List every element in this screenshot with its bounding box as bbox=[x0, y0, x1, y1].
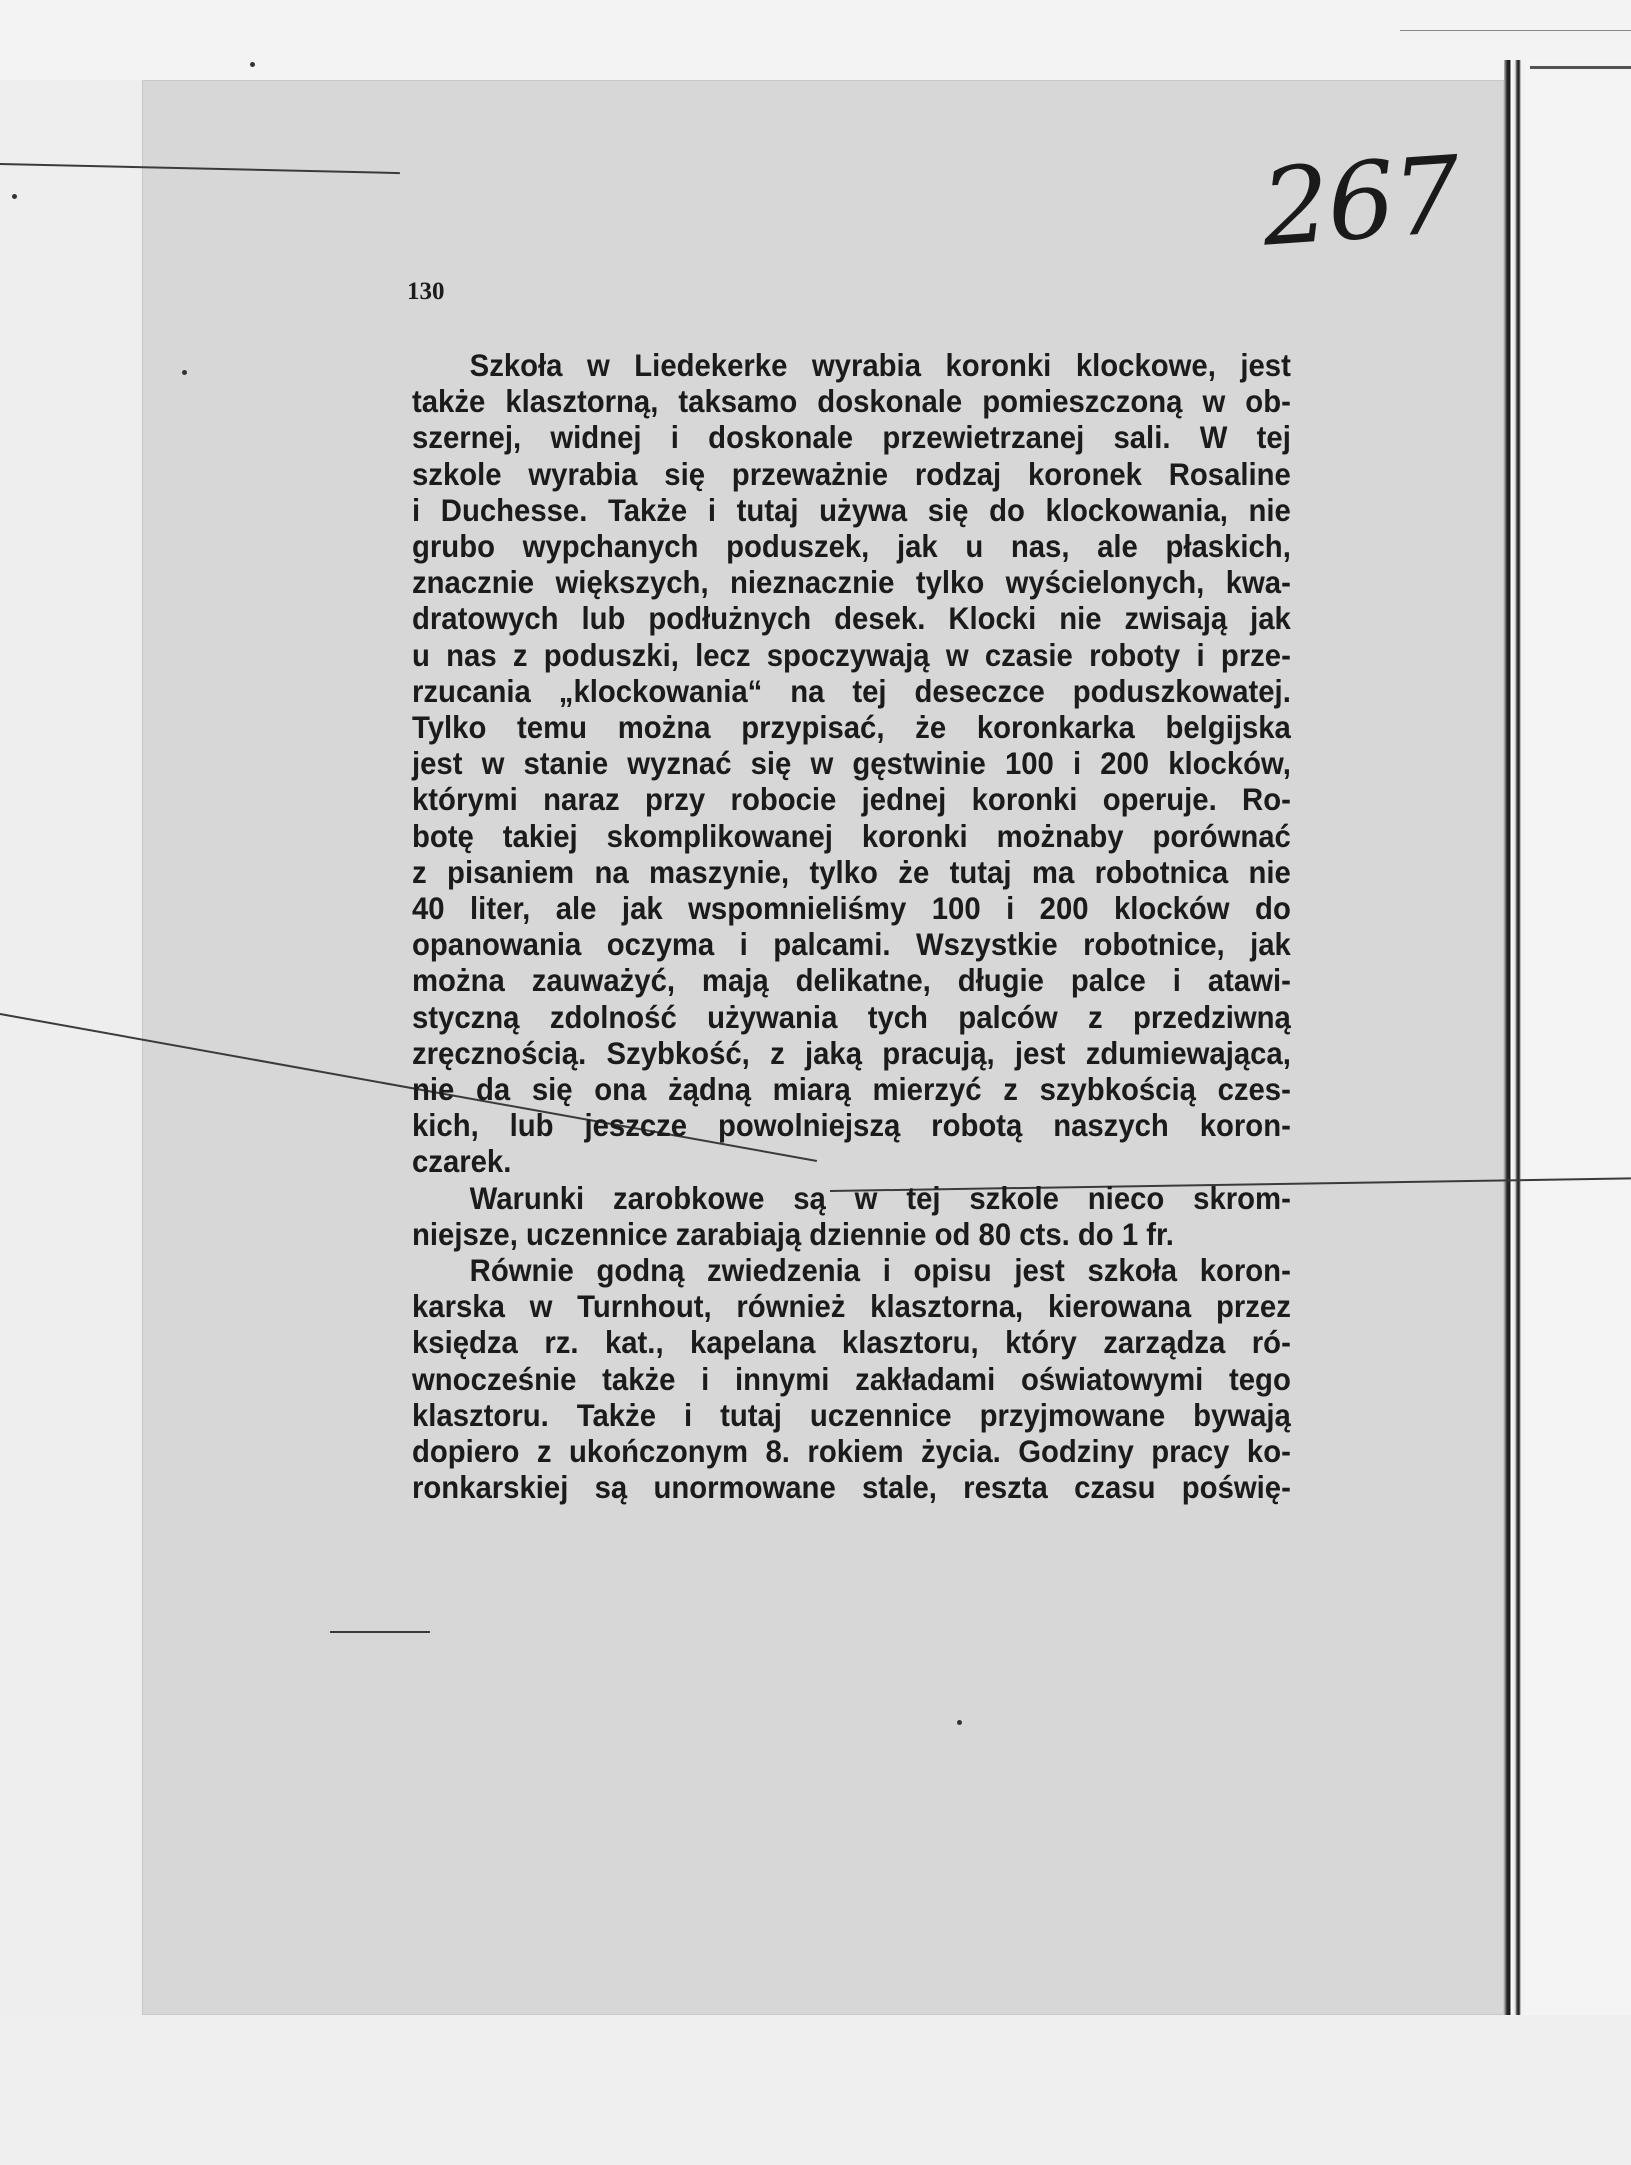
scan-speck bbox=[12, 194, 17, 199]
scan-background-bottom bbox=[0, 2015, 1631, 2165]
body-text bbox=[412, 347, 1291, 1506]
text-line: jest w stanie wyznać się w gęstwinie 100 i 200 klocków, bbox=[412, 745, 1291, 782]
scan-artifact-line bbox=[1400, 30, 1631, 31]
text-line: Szkoła w Liedekerke wyrabia koronki klockowe, jest bbox=[469, 347, 1291, 383]
text-line: znacznie większych, nieznacznie tylko wyścielonych, kwa- bbox=[412, 564, 1291, 601]
text-line: którymi naraz przy robocie jednej koronki operuje. Ro- bbox=[412, 781, 1291, 818]
scan-speck bbox=[250, 62, 255, 67]
text-line: dopiero z ukończonym 8. rokiem życia. Godziny pracy ko- bbox=[412, 1433, 1291, 1470]
scan-speck bbox=[957, 1720, 962, 1725]
text-line: i Duchesse. Także i tutaj używa się do klockowania, nie bbox=[412, 491, 1291, 528]
paragraph bbox=[412, 1252, 1291, 1505]
text-line: Tylko temu można przypisać, że koronkarka belgijska bbox=[412, 709, 1291, 746]
text-line: rzucania „klockowania“ na tej deseczce poduszkowatej. bbox=[412, 672, 1291, 709]
text-line: dratowych lub podłużnych desek. Klocki nie zwisają jak bbox=[412, 600, 1291, 637]
text-line: u nas z poduszki, lecz spoczywają w czasie roboty i prze- bbox=[412, 636, 1291, 673]
text-line: można zauważyć, mają delikatne, długie palce i atawi- bbox=[412, 962, 1291, 999]
text-line: Warunki zarobkowe są w tej szkole nieco skrom- bbox=[469, 1179, 1291, 1216]
page-fold-edge bbox=[1504, 60, 1524, 2020]
text-line: nie da się ona żądną miarą mierzyć z szybkością czes- bbox=[412, 1071, 1291, 1108]
text-line: zręcznością. Szybkość, z jaką pracują, jest zdumiewająca, bbox=[412, 1034, 1291, 1071]
text-line: styczną zdolność używania tych palców z przedziwną bbox=[412, 998, 1291, 1035]
adjacent-page-strip bbox=[1524, 60, 1631, 2020]
paragraph bbox=[412, 1180, 1291, 1252]
scan-speck bbox=[182, 370, 187, 375]
text-line: szkole wyrabia się przeważnie rodzaj koronek Rosaline bbox=[412, 455, 1291, 492]
printed-page-number: 130 bbox=[407, 278, 445, 305]
text-line: szernej, widnej i doskonale przewietrzanej sali. W tej bbox=[412, 419, 1291, 456]
text-line: księdza rz. kat., kapelana klasztoru, który zarządza ró- bbox=[412, 1324, 1291, 1361]
text-line: także klasztorną, taksamo doskonale pomieszczoną w ob- bbox=[412, 383, 1291, 420]
text-line: kich, lub jeszcze powolniejszą robotą naszych koron- bbox=[412, 1107, 1291, 1144]
text-line: klasztoru. Także i tutaj uczennice przyjmowane bywają bbox=[412, 1396, 1291, 1433]
text-line: opanowania oczyma i palcami. Wszystkie robotnice, jak bbox=[412, 926, 1291, 963]
text-line: Równie godną zwiedzenia i opisu jest szkoła koron- bbox=[469, 1252, 1291, 1289]
paragraph bbox=[412, 347, 1291, 1180]
scan-artifact-line bbox=[330, 1631, 430, 1633]
text-line: botę takiej skomplikowanej koronki możnaby porównać bbox=[412, 817, 1291, 854]
scan-artifact-line bbox=[1530, 66, 1631, 69]
text-line: niejsze, uczennice zarabiają dziennie od 80 cts. do 1 fr. bbox=[412, 1215, 1174, 1252]
text-line: wnocześnie także i innymi zakładami oświatowymi tego bbox=[412, 1360, 1291, 1397]
text-line: 40 liter, ale jak wspomnieliśmy 100 i 200 klocków do bbox=[412, 890, 1291, 927]
scan-background-top bbox=[0, 0, 1631, 80]
text-line: ronkarskiej są unormowane stale, reszta czasu poświę- bbox=[412, 1469, 1291, 1506]
text-line: z pisaniem na maszynie, tylko że tutaj ma robotnica nie bbox=[412, 853, 1291, 890]
text-line: karska w Turnhout, również klasztorna, kierowana przez bbox=[412, 1288, 1291, 1325]
handwritten-page-number: 267 bbox=[1257, 133, 1463, 270]
text-line: grubo wypchanych poduszek, jak u nas, ale płaskich, bbox=[412, 528, 1291, 565]
text-line: czarek. bbox=[412, 1143, 512, 1180]
